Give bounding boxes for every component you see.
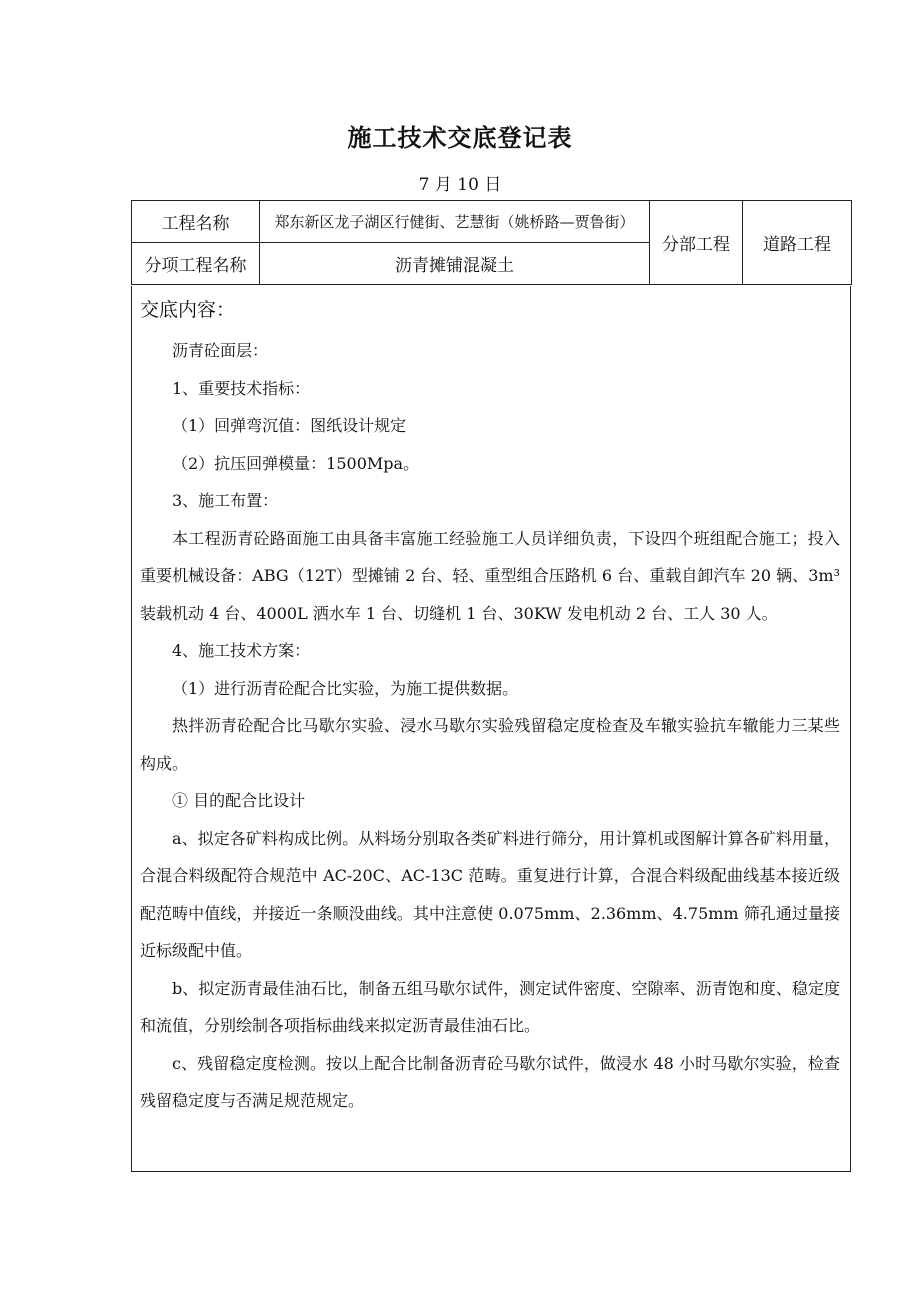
paragraph-item-c: c、残留稳定度检测。按以上配合比制备沥青砼马歇尔试件，做浸水 48 小时马歇尔实验，检查残留稳定度与否满足规范规定。 [140, 1053, 840, 1110]
paragraph-deflection: （1）回弹弯沉值：图纸设计规定 [172, 416, 407, 435]
paragraph-item-b: b、拟定沥青最佳油石比，制备五组马歇尔试件，测定试件密度、空隙率、沥青饱和度、稳定度和流值，分别绘制各项指标曲线来拟定沥青最佳油石比。 [140, 978, 840, 1035]
subitem-value: 沥青摊铺混凝土 [260, 243, 650, 285]
header-row-project [132, 201, 852, 243]
division-value: 道路工程 [743, 201, 852, 285]
paragraph-modulus: （2）抗压回弹模量：1500Mpa。 [172, 453, 420, 473]
paragraph-plan-heading: 4、施工技术方案： [172, 641, 311, 660]
document-title: 施工技术交底登记表 [347, 123, 573, 152]
content-label: 交底内容： [140, 299, 236, 321]
project-name-value: 郑东新区龙子湖区行健街、艺慧街（姚桥路—贾鲁街） [260, 201, 650, 243]
content-box [131, 286, 851, 1172]
division-label: 分部工程 [650, 201, 743, 285]
paragraph-layout-heading: 3、施工布置： [172, 491, 279, 510]
project-name-label: 工程名称 [132, 201, 260, 243]
paragraph-tech-indicators: 1、重要技术指标： [172, 378, 311, 398]
paragraph-target-mix: ① 目的配合比设计 [172, 791, 306, 810]
paragraph-surface-layer: 沥青砼面层： [172, 341, 269, 360]
paragraph-item-a: a、拟定各矿料构成比例。从料场分别取各类矿料进行筛分，用计算机或图解计算各矿料用量，合混合料级配符合规范中 AC-20C、AC-13C 范畴。重复进行计算，合混合料级配曲线基本接近级配范畴中值线，并接近一条顺没曲线。其中注意使 0.075mm、2.36mm、4.75mm 筛孔通过量接近标级配中值。 [140, 828, 840, 960]
paragraph-layout-body: 本工程沥青砼路面施工由具备丰富施工经验施工人员详细负责，下设四个班组配合施工；投入重要机械设备：ABG（12T）型摊铺 2 台、轻、重型组合压路机 6 台、重载自卸汽车 20 辆、3m³装载机动 4 台、4000L 洒水车 1 台、切缝机 1 台、30KW 发电机动 2 台、工人 30 人。 [140, 528, 840, 623]
paragraph-mix-test: （1）进行沥青砼配合比实验，为施工提供数据。 [172, 678, 519, 698]
paragraph-marshall: 热拌沥青砼配合比马歇尔实验、浸水马歇尔实验残留稳定度检查及车辙实验抗车辙能力三某些构成。 [140, 716, 840, 773]
subitem-label: 分项工程名称 [132, 243, 260, 285]
document-date: 7 月 10 日 [418, 175, 502, 195]
header-table [131, 200, 852, 285]
